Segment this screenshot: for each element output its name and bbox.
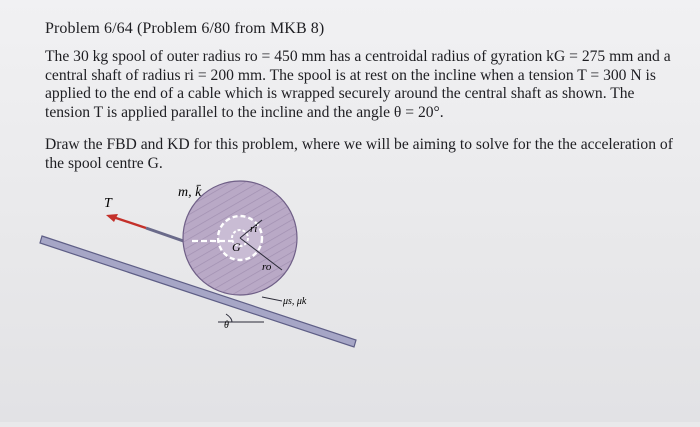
angle-label: θ <box>224 320 229 331</box>
tension-arrow <box>106 214 146 228</box>
friction-label: μs, μk <box>283 296 307 307</box>
problem-statement: The 30 kg spool of outer radius ro = 450 mm has a centroidal radius of gyration kG = 275 mm and a central shaft of radius ri = 200 mm. The spool is at rest on the incline when a tension T = 300 N is applied to the end of a cable which is wrapped securely around the central shaft as shown. The tension T is applied parallel to the incline and the angle θ = 20°. <box>45 48 671 121</box>
spool-figure <box>0 178 700 422</box>
tension-label: T <box>104 196 112 211</box>
spool-diagram <box>0 178 700 422</box>
outer-radius-label: ro <box>262 261 272 273</box>
problem-task: Draw the FBD and KD for this problem, where we will be aiming to solve for the the acceleration of the spool centre G. <box>45 136 673 172</box>
center-label: G <box>232 240 241 254</box>
inner-radius-label: ri <box>250 223 258 235</box>
mass-label: m, k̄ <box>178 185 202 200</box>
problem-title: Problem 6/64 (Problem 6/80 from MKB 8) <box>45 20 325 37</box>
